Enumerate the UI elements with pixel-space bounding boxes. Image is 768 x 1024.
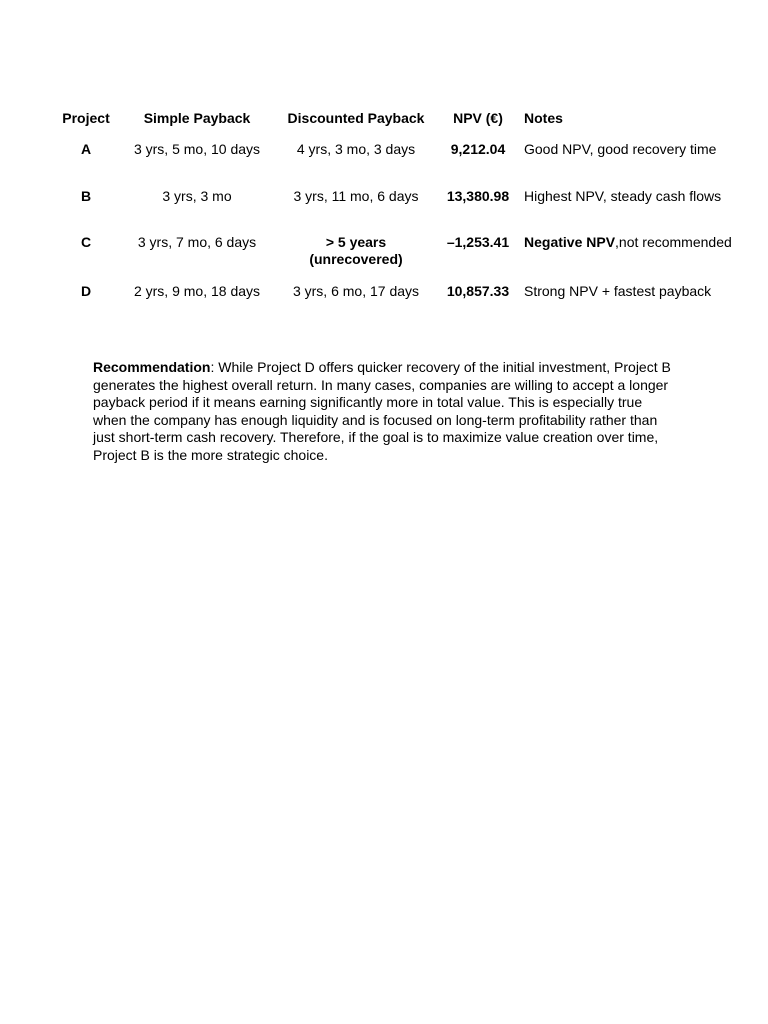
project-cell: D: [80, 283, 92, 299]
simple-payback-cell: 3 yrs, 7 mo, 6 days: [137, 234, 257, 250]
npv-cell: 9,212.04: [450, 141, 506, 157]
header-simple-payback: Simple Payback: [143, 110, 251, 126]
discounted-payback-cell: 4 yrs, 3 mo, 3 days: [296, 141, 416, 157]
npv-cell: 10,857.33: [446, 283, 510, 299]
notes-bold-text: Negative NPV: [524, 234, 616, 250]
recommendation-text: : While Project D offers quicker recovery of the initial investment, Project B generates the highest overall return. In many cases, companies are willing to accept a longer payback period if it means earning significantly more in total value. This is especially true when the company has enough liquidity and is focused on long-term profitability rather than just short-term cash recovery. Therefore, if the goal is to maximize value creation over time, Project B is the more strategic choice.: [93, 359, 671, 463]
header-project: Project: [62, 110, 110, 126]
notes-cell: Good NPV, good recovery time: [524, 141, 717, 157]
simple-payback-cell: 2 yrs, 9 mo, 18 days: [133, 283, 261, 299]
simple-payback-cell: 3 yrs, 5 mo, 10 days: [133, 141, 261, 157]
simple-payback-cell: 3 yrs, 3 mo: [162, 188, 232, 204]
notes-cell: [524, 234, 732, 251]
header-npv: NPV (€): [453, 110, 503, 126]
discounted-payback-cell: 3 yrs, 11 mo, 6 days: [293, 188, 419, 204]
notes-cell: Strong NPV + fastest payback: [524, 283, 712, 299]
project-cell: C: [80, 234, 92, 250]
project-comparison-table: [0, 0, 768, 320]
discounted-payback-line-2: (unrecovered): [309, 251, 403, 267]
recommendation-paragraph: [93, 359, 671, 465]
discounted-payback-line-1: > 5 years: [325, 234, 387, 250]
project-cell: A: [80, 141, 92, 157]
discounted-payback-cell: 3 yrs, 6 mo, 17 days: [292, 283, 420, 299]
notes-rest-text: ,not recommended: [615, 234, 732, 250]
npv-cell: –1,253.41: [446, 234, 510, 250]
notes-cell: Highest NPV, steady cash flows: [524, 188, 722, 204]
header-notes: Notes: [524, 110, 563, 126]
project-cell: B: [80, 188, 92, 204]
recommendation-label: Recommendation: [93, 359, 211, 375]
header-discounted-payback: Discounted Payback: [287, 110, 425, 126]
discounted-payback-cell: [280, 234, 432, 268]
npv-cell: 13,380.98: [446, 188, 510, 204]
